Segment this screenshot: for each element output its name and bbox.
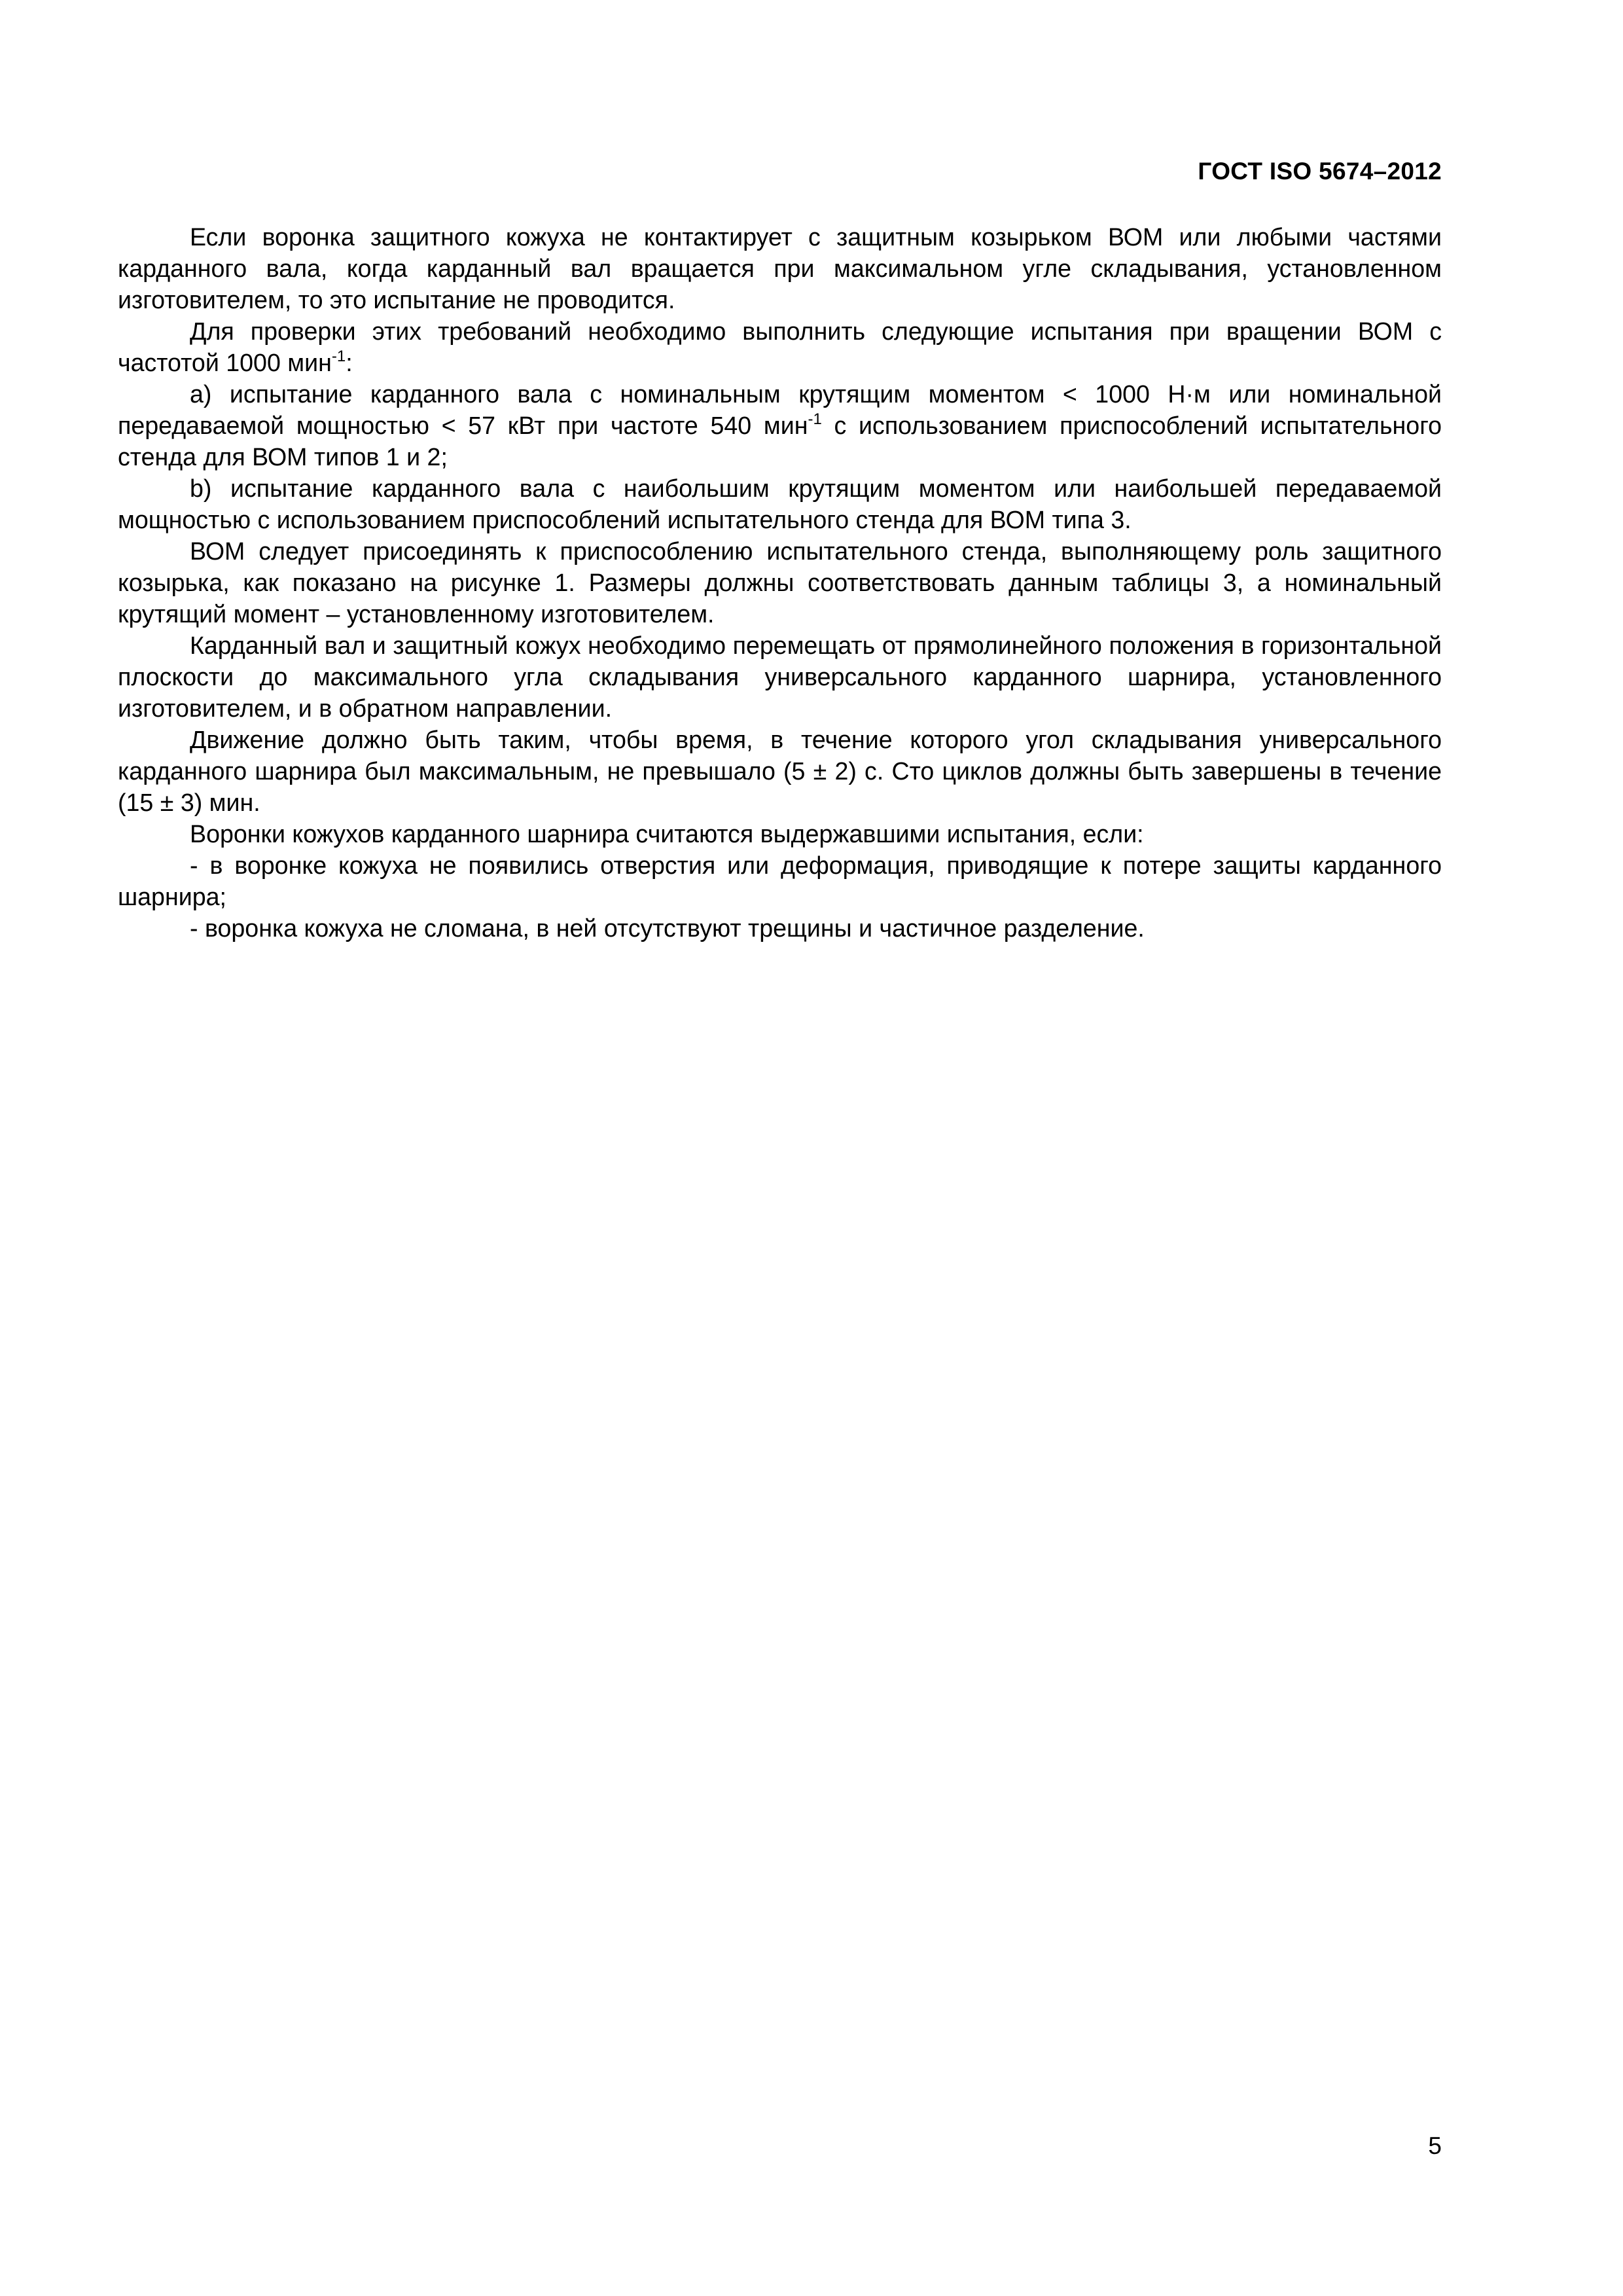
paragraph-7: Движение должно быть таким, чтобы время, в течение которого угол складывания универсального карданного шарнира был максимальным, не превышало (5 ± 2) с. Сто циклов должны быть завершены в течение (15 ± 3) мин.	[118, 726, 1442, 816]
document-header: ГОСТ ISO 5674–2012	[1198, 158, 1442, 185]
paragraph-8: Воронки кожухов карданного шарнира считаются выдержавшими испытания, если:	[190, 820, 1144, 848]
paragraph-5: ВОМ следует присоединять к приспособлению испытательного стенда, выполняющему роль защитного козырька, как показано на рисунке 1. Размеры должны соответствовать данным таблицы 3, а номинальный крутящий момент – установленному изготовителем.	[118, 537, 1442, 628]
paragraph-3-tail: с использованием приспособлений испытательного стенда для ВОМ типов 1 и 2;	[118, 412, 1442, 471]
paragraph-2	[118, 315, 1442, 378]
page-number: 5	[1428, 2132, 1442, 2159]
paragraph-3-item-a	[118, 378, 1442, 473]
list-item-2: - воронка кожуха не сломана, в ней отсутствуют трещины и частичное разделение.	[190, 914, 1145, 942]
list-item-1: - в воронке кожуха не появились отверстия или деформация, приводящие к потере защиты карданного шарнира;	[118, 852, 1442, 910]
document-body	[118, 221, 1442, 944]
paragraph-4-item-b: b) испытание карданного вала с наибольшим крутящим моментом или наибольшей передаваемой мощностью с использованием приспособлений испытательного стенда для ВОМ типа 3.	[118, 475, 1442, 533]
paragraph-3-superscript: -1	[808, 410, 822, 428]
paragraph-2-tail: :	[346, 349, 353, 376]
paragraph-3-text: a) испытание карданного вала с номинальным крутящим моментом < 1000 Н·м или номинальной передаваемой мощностью < 57 кВт при частоте 540 мин	[118, 380, 1442, 439]
paragraph-2-superscript: -1	[331, 348, 346, 365]
paragraph-1: Если воронка защитного кожуха не контактирует с защитным козырьком ВОМ или любыми частями карданного вала, когда карданный вал вращается при максимальном угле складывания, установленном изготовителем, то это испытание не проводится.	[118, 223, 1442, 314]
paragraph-6: Карданный вал и защитный кожух необходимо перемещать от прямолинейного положения в горизонтальной плоскости до максимального угла складывания универсального карданного шарнира, установленного изготовителем, и в обратном направлении.	[118, 632, 1442, 722]
paragraph-2-text: Для проверки этих требований необходимо выполнить следующие испытания при вращении ВОМ с частотой 1000 мин	[118, 317, 1442, 376]
